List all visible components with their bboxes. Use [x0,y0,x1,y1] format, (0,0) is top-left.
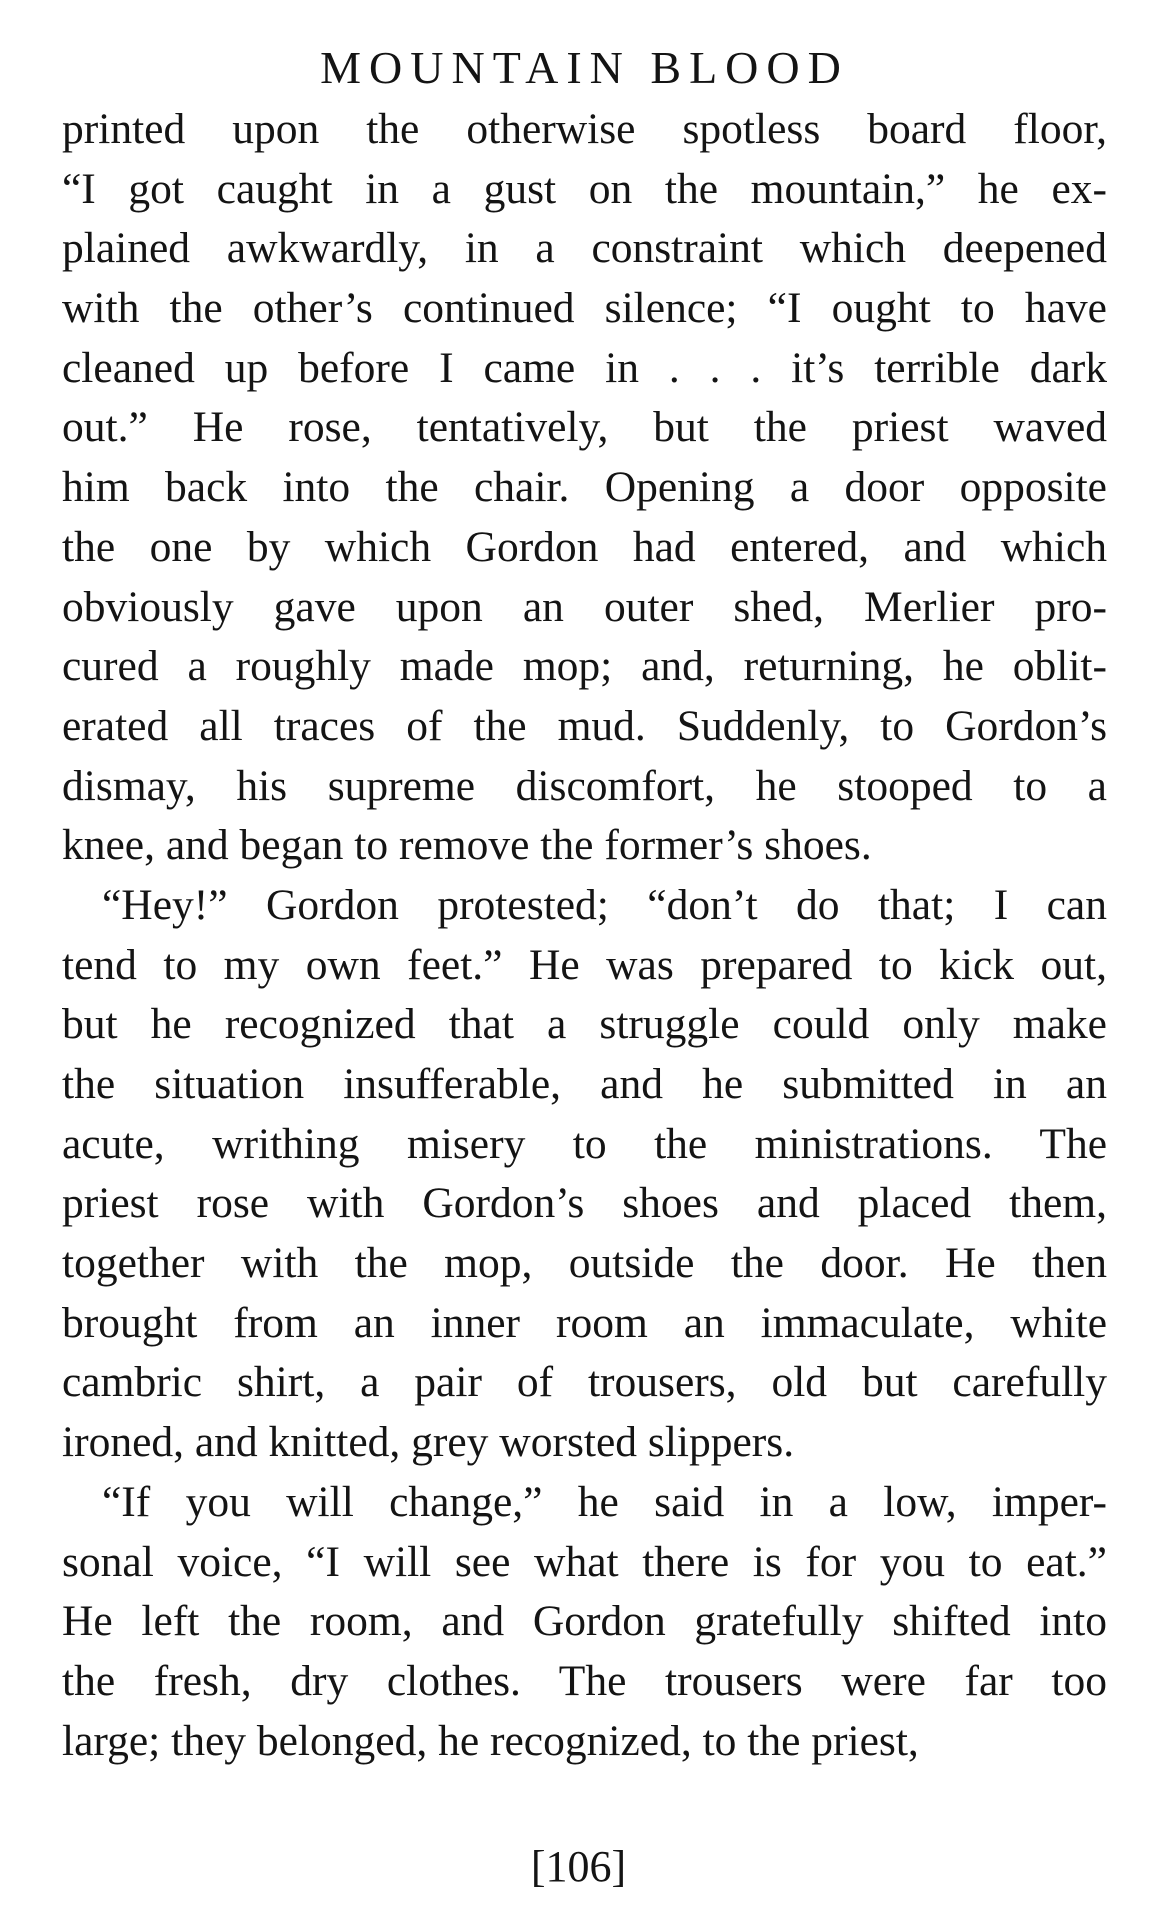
text-line: sonal voice, “I will see what there is for you to eat.” [62,1537,1107,1586]
text-line: “I got caught in a gust on the mountain,” he ex- [62,164,1107,213]
text-line: priest rose with Gordon’s shoes and placed them, [62,1179,1107,1228]
text-line: the situation insufferable, and he submitted in an [62,1060,1107,1108]
text-line: large; they belonged, he recognized, to the priest, [62,1716,919,1765]
text-line: together with the mop, outside the door. He then [62,1239,1107,1288]
page-number: [106] [530,1842,627,1891]
text-line: He left the room, and Gordon gratefully shifted into [62,1597,1107,1646]
text-line: the fresh, dry clothes. The trousers were far too [62,1656,1107,1705]
text-line: knee, and began to remove the former’s shoes. [62,821,872,870]
text-line: cambric shirt, a pair of trousers, old but carefully [62,1358,1107,1407]
text-line: but he recognized that a struggle could only make [62,1000,1107,1049]
text-line: the one by which Gordon had entered, and which [62,522,1107,571]
book-page [62,38,1107,1771]
text-line: plained awkwardly, in a constraint which deepened [62,224,1107,273]
paragraph [62,876,1107,1473]
text-line: acute, writhing misery to the ministrations. The [62,1119,1107,1168]
text-line: with the other’s continued silence; “I ought to have [62,284,1107,333]
text-line: erated all traces of the mud. Suddenly, to Gordon’s [62,701,1107,750]
paragraph [62,1473,1107,1771]
text-line: obviously gave upon an outer shed, Merlier pro- [62,582,1107,631]
text-line: “If you will change,” he said in a low, imper- [102,1477,1107,1526]
text-line: tend to my own feet.” He was prepared to kick out, [62,940,1107,989]
text-line: cured a roughly made mop; and, returning, he oblit- [62,642,1107,691]
text-line: “Hey!” Gordon protested; “don’t do that; I can [102,880,1107,929]
paragraph [62,100,1107,876]
text-line: ironed, and knitted, grey worsted slippers. [62,1418,795,1467]
text-line: dismay, his supreme discomfort, he stooped to a [62,761,1107,810]
text-line: out.” He rose, tentatively, but the priest waved [62,403,1107,452]
running-title: MOUNTAIN BLOOD [320,42,849,93]
text-line: cleaned up before I came in . . . it’s terrible dark [62,343,1107,392]
text-line: brought from an inner room an immaculate, white [62,1298,1107,1347]
body-text [62,100,1107,1771]
text-line: him back into the chair. Opening a door opposite [62,463,1107,512]
text-line: printed upon the otherwise spotless board floor, [62,105,1107,153]
